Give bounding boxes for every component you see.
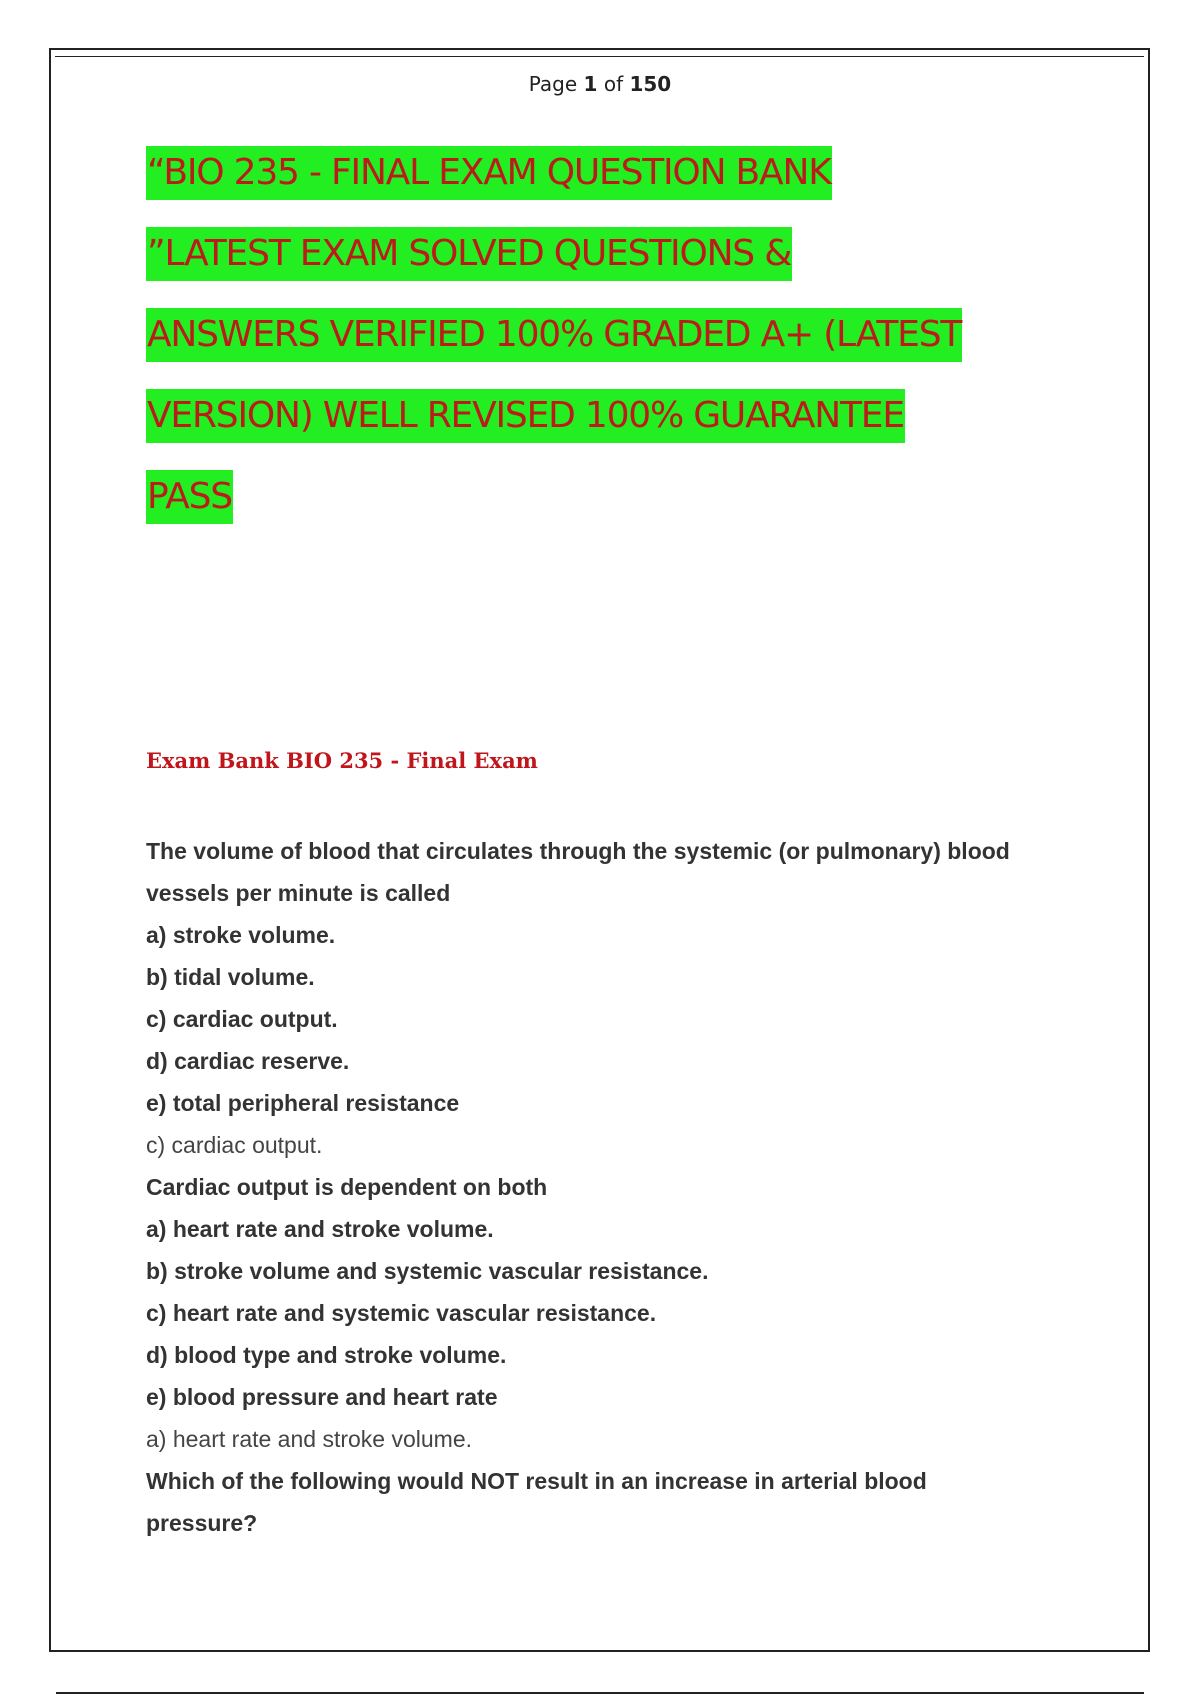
answer-option: e) blood pressure and heart rate (146, 1384, 498, 1410)
question-list (146, 830, 1076, 1544)
question-text: Which of the following would NOT result in an increase in arterial blood (146, 1468, 927, 1494)
answer-option: e) total peripheral resistance (146, 1090, 460, 1116)
answer-option: b) tidal volume. (146, 964, 315, 990)
page-current: 1 (583, 72, 598, 96)
title-line-text: ”LATEST EXAM SOLVED QUESTIONS & (146, 227, 792, 281)
page-label: Page (528, 72, 578, 96)
title-line (146, 470, 1076, 551)
title-line (146, 389, 1076, 470)
question-text: vessels per minute is called (146, 880, 451, 906)
answer-option: b) stroke volume and systemic vascular resistance. (146, 1258, 709, 1284)
title-line (146, 227, 1076, 308)
answer-option: c) heart rate and systemic vascular resistance. (146, 1300, 657, 1326)
page-top-rule (55, 56, 1144, 57)
page-number (0, 72, 1200, 96)
title-line (146, 308, 1076, 389)
question-text: pressure? (146, 1510, 258, 1536)
page-total: 150 (629, 72, 672, 96)
title-line-text: PASS (146, 470, 233, 524)
answer-option: a) heart rate and stroke volume. (146, 1216, 494, 1242)
answer-option: d) cardiac reserve. (146, 1048, 350, 1074)
page-of: of (603, 72, 624, 96)
question-text: The volume of blood that circulates through the systemic (or pulmonary) blood (146, 838, 1010, 864)
document-title (146, 146, 1076, 551)
page-bottom-rule (56, 1692, 1144, 1694)
title-line-text: ANSWERS VERIFIED 100% GRADED A+ (LATEST (146, 308, 962, 362)
question-text: Cardiac output is dependent on both (146, 1174, 548, 1200)
correct-answer: c) cardiac output. (146, 1132, 323, 1158)
answer-option: d) blood type and stroke volume. (146, 1342, 507, 1368)
section-heading: Exam Bank BIO 235 - Final Exam (146, 748, 538, 773)
answer-option: c) cardiac output. (146, 1006, 338, 1032)
answer-option: a) stroke volume. (146, 922, 336, 948)
title-line (146, 146, 1076, 227)
title-line-text: VERSION) WELL REVISED 100% GUARANTEE (146, 389, 905, 443)
correct-answer: a) heart rate and stroke volume. (146, 1426, 472, 1452)
title-line-text: “BIO 235 - FINAL EXAM QUESTION BANK (146, 146, 832, 200)
